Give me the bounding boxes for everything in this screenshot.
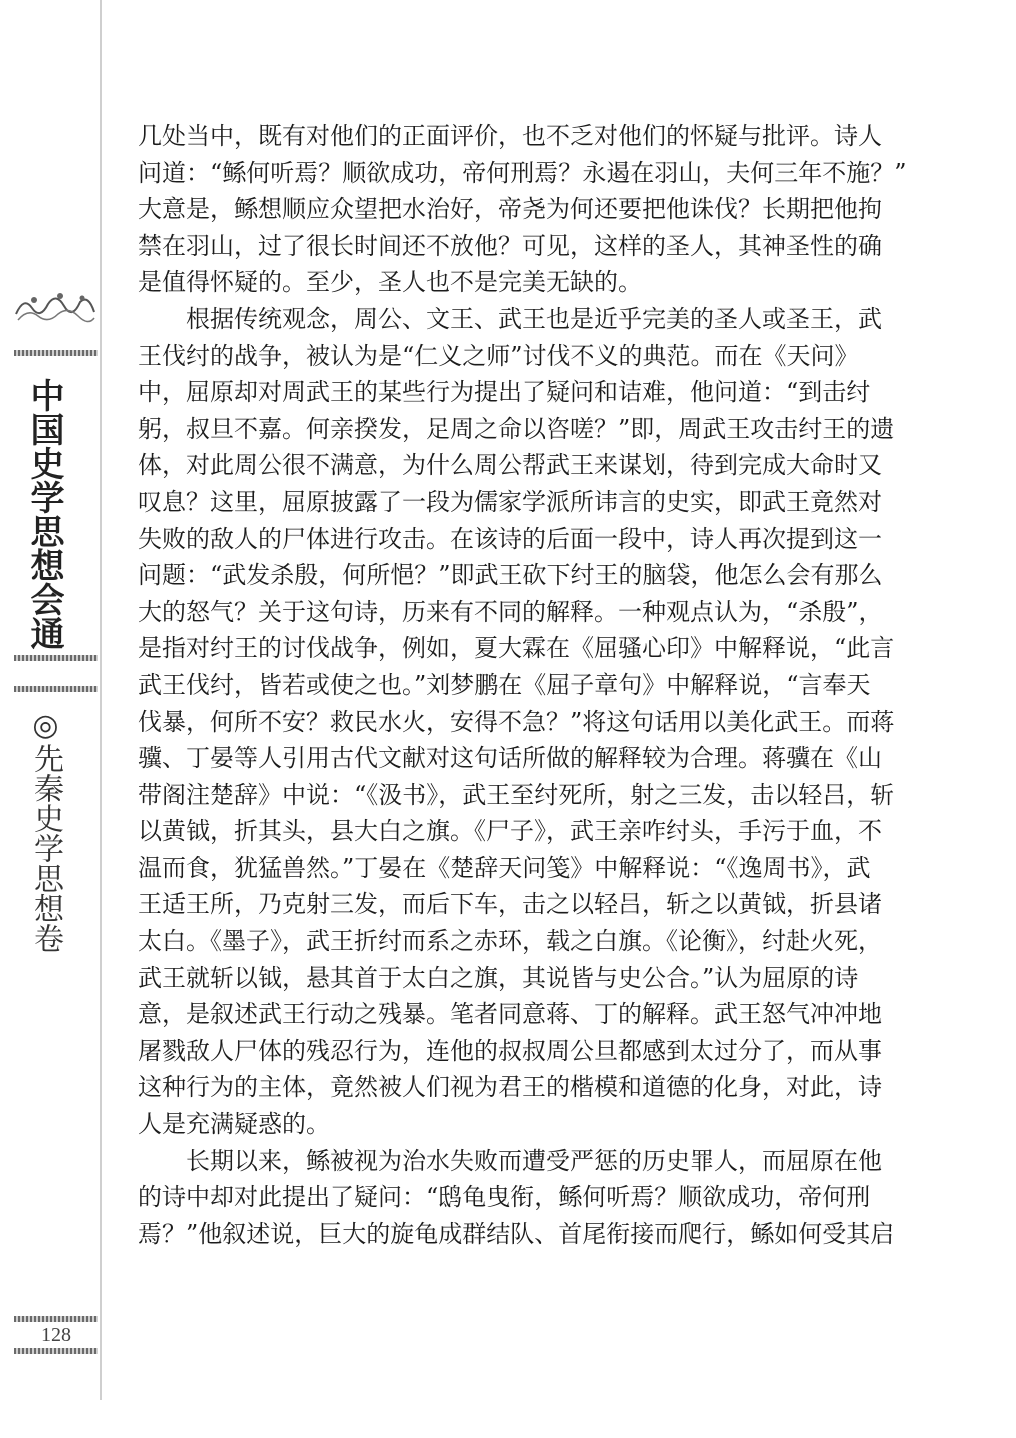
- text-line: 太白。《墨子》，武王折纣而系之赤环，载之白旗。《论衡》，纣赴火死，: [138, 927, 882, 956]
- sidebar-rule-2: [14, 655, 98, 661]
- text-line: 大的怒气？关于这句诗，历来有不同的解释。一种观点认为，“杀殷”，: [138, 597, 883, 626]
- text-line: 骥、丁晏等人引用古代文献对这句话所做的解释较为合理。蒋骥在《山: [138, 744, 882, 773]
- text-line: 这种行为的主体，竟然被人们视为君王的楷模和道德的化身，对此，诗: [138, 1073, 882, 1102]
- text-line: 问题：“武发杀殷，何所悒？”即武王砍下纣王的脑袋，他怎么会有那么: [138, 561, 883, 590]
- text-line: 问道：“鲧何听焉？顺欲成功，帝何刑焉？永遏在羽山，夫何三年不施？”: [138, 158, 907, 187]
- text-line: 屠戮敌人尸体的残忍行为，连他的叔叔周公旦都感到太过分了，而从事: [138, 1036, 882, 1065]
- text-line: 以黄钺，折其头，县大白之旗。《尸子》，武王亲咋纣头，手污于血，不: [138, 817, 882, 846]
- text-line: 长期以来，鲧被视为治水失败而遭受严惩的历史罪人，而屈原在他: [186, 1146, 882, 1175]
- text-line: 叹息？这里，屈原披露了一段为儒家学派所讳言的史实，即武王竟然对: [138, 487, 882, 516]
- series-title: 中国史学思想会通: [24, 378, 64, 650]
- text-line: 躬，叔旦不嘉。何亲揆发，足周之命以咨嗟？”即，周武王攻击纣王的遗: [138, 414, 895, 443]
- paragraph: [138, 1143, 918, 1253]
- text-line: 王伐纣的战争，被认为是“仁义之师”讨伐不义的典范。而在《天问》: [138, 341, 859, 370]
- text-line: 武王就斩以钺，悬其首于太白之旗，其说皆与史公合。”认为屈原的诗: [138, 963, 859, 992]
- text-line: 体，对此周公很不满意，为什么周公帮武王来谋划，待到完成大命时又: [138, 451, 882, 480]
- text-line: 根据传统观念，周公、文王、武王也是近乎完美的圣人或圣王，武: [186, 304, 882, 333]
- text-line: 王适王所，乃克射三发，而后下车，击之以轻吕，斩之以黄钺，折县诸: [138, 890, 882, 919]
- sidebar-divider: [100, 0, 102, 1400]
- paragraph: [138, 301, 918, 1143]
- text-line: 意，是叙述武王行动之残暴。笔者同意蒋、丁的解释。武王怒气冲冲地: [138, 1000, 882, 1029]
- sidebar-rule-4: [14, 1316, 98, 1322]
- text-line: 焉？”他叙述说，巨大的旋龟成群结队、首尾衔接而爬行，鲧如何受其启: [138, 1219, 895, 1248]
- body-text: [138, 118, 918, 1252]
- text-line: 的诗中却对此提出了疑问：“鸱龟曳衔，鲧何听焉？顺欲成功，帝何刑: [138, 1183, 871, 1212]
- text-line: 失败的敌人的尸体进行攻击。在该诗的后面一段中，诗人再次提到这一: [138, 524, 882, 553]
- text-line: 禁在羽山，过了很长时间还不放他？可见，这样的圣人，其神圣性的确: [138, 231, 882, 260]
- decorative-ornament-icon: [14, 286, 96, 326]
- volume-title: ◎先秦史学思想卷: [28, 708, 63, 953]
- text-line: 武王伐纣，皆若或使之也。”刘梦鹏在《屈子章句》中解释说，“言奉天: [138, 670, 871, 699]
- text-line: 中，屈原却对周武王的某些行为提出了疑问和诘难，他问道：“到击纣: [138, 378, 871, 407]
- text-line: 带阁注楚辞》中说：“《汲书》，武王至纣死所，射之三发，击以轻吕，斩: [138, 780, 895, 809]
- text-line: 伐暴，何所不安？救民水火，安得不急？”将这句话用以美化武王。而蒋: [138, 707, 895, 736]
- sidebar-rule-5: [14, 1348, 98, 1354]
- page-number: 128: [41, 1324, 71, 1346]
- text-line: 大意是，鲧想顺应众望把水治好，帝尧为何还要把他诛伐？长期把他拘: [138, 195, 882, 224]
- sidebar-rule-3: [14, 686, 98, 692]
- text-line: 温而食，犹猛兽然。”丁晏在《楚辞天问笺》中解释说：“《逸周书》，武: [138, 853, 871, 882]
- text-line: 人是充满疑惑的。: [138, 1110, 330, 1139]
- text-line: 是指对纣王的讨伐战争，例如，夏大霖在《屈骚心印》中解释说，“此言: [138, 634, 895, 663]
- sidebar-rule-1: [14, 350, 98, 356]
- text-line: 是值得怀疑的。至少，圣人也不是完美无缺的。: [138, 268, 642, 297]
- text-line: 几处当中，既有对他们的正面评价，也不乏对他们的怀疑与批评。诗人: [138, 122, 882, 150]
- paragraph: [138, 118, 918, 301]
